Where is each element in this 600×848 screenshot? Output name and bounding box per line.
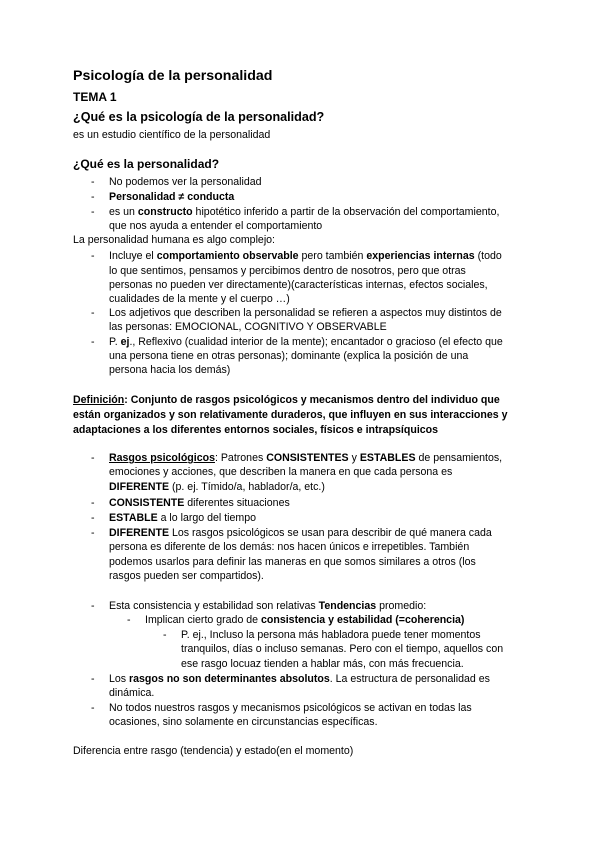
bullet-dash: - [91,673,95,685]
list-item-continuation: persona es diferente de los demás: nos hacen únicos e irrepetibles. También [109,541,470,553]
document-title: Psicología de la personalidad [73,68,273,84]
list-item-continuation: que nos ayuda a entender el comportamiento [109,220,323,232]
list-item-continuation: las personas: EMOCIONAL, COGNITIVO Y OBSERVABLE [109,321,387,333]
bullet-dash: - [91,250,95,262]
list-item: Los adjetivos que describen la personalidad se refieren a aspectos muy distintos de [109,307,502,319]
list-item-continuation: una persona tiene en otras personas); dominante (explica la posición de una [109,350,469,362]
list-item: Rasgos psicológicos: Patrones CONSISTENTES y ESTABLES de pensamientos, [109,452,503,464]
tema-heading: TEMA 1 [73,90,117,104]
question-1-heading: ¿Qué es la psicología de la personalidad? [73,110,325,124]
list-item-continuation: personas no pueden ver directamente)(características internas, efectos sociales, [109,279,488,291]
bullet-dash: - [91,702,95,714]
bullet-dash: - [91,176,95,188]
list-item: No todos nuestros rasgos y mecanismos psicológicos se activan en todas las [109,702,472,714]
list-item: Implican cierto grado de consistencia y estabilidad (=coherencia) [145,614,465,626]
bullet-dash: - [91,512,95,524]
bullet-dash: - [91,527,95,539]
bullet-dash: - [91,336,95,348]
list-item-continuation: ese rasgo locuaz tienden a hablar más, con más frecuencia. [181,658,464,670]
bullet-dash: - [127,614,131,626]
list-item: P. ej., Reflexivo (cualidad interior de la mente); encantador o gracioso (el efecto que [109,336,503,348]
list-item-continuation: tranquilos, días o incluso semanas. Pero con el tiempo, aquellos con [181,643,504,655]
footer-paragraph: Diferencia entre rasgo (tendencia) y estado(en el momento) [73,745,354,757]
list-item: Los rasgos no son determinantes absolutos. La estructura de personalidad es [109,673,490,685]
list-item-continuation: cualidades de la mente y el cuerpo …) [109,293,290,305]
list-item-continuation: ocasiones, sino solamente en circunstancias específicas. [109,716,378,728]
list-item-continuation: rasgos pueden ser compartidos). [109,570,264,582]
list-item: DIFERENTE Los rasgos psicológicos se usan para describir de qué manera cada [109,527,492,539]
bullet-dash: - [163,629,167,641]
bullet-dash: - [91,206,95,218]
definition-continuation: adaptaciones a los diferentes entornos sociales, físicos e intrapsíquicos [73,424,439,436]
list-item-continuation: dinámica. [109,687,155,699]
paragraph: La personalidad humana es algo complejo: [73,234,276,246]
list-item: Incluye el comportamiento observable pero también experiencias internas (todo [109,250,502,262]
definition-paragraph: Definición: Conjunto de rasgos psicológicos y mecanismos dentro del individuo que [73,394,500,406]
list-item-continuation: DIFERENTE (p. ej. Tímido/a, hablador/a, etc.) [109,481,325,493]
list-item: Esta consistencia y estabilidad son relativas Tendencias promedio: [109,600,427,612]
list-item-continuation: persona hacia los demás) [109,364,231,376]
list-item-continuation: emociones y acciones, que describen la manera en que cada persona es [109,466,453,478]
bullet-dash: - [91,452,95,464]
bullet-dash: - [91,497,95,509]
answer-1: es un estudio científico de la personalidad [73,129,271,141]
list-item: No podemos ver la personalidad [109,176,262,188]
definition-continuation: están organizados y son relativamente duraderos, que influyen en sus interacciones y [73,409,508,421]
list-item: ESTABLE a lo largo del tiempo [109,512,257,524]
list-item: es un constructo hipotético inferido a partir de la observación del comportamiento, [109,206,500,218]
bullet-dash: - [91,307,95,319]
list-item: Personalidad ≠ conducta [109,191,235,203]
bullet-dash: - [91,191,95,203]
bullet-dash: - [91,600,95,612]
list-item: CONSISTENTE diferentes situaciones [109,497,290,509]
question-2-heading: ¿Qué es la personalidad? [73,157,220,171]
list-item-continuation: lo que sentimos, pensamos y percibimos dentro de nosotros, pero que otras [109,265,466,277]
list-item-continuation: podemos usarlos para definir las maneras en que somos similares a otros (los [109,556,476,568]
list-item: P. ej., Incluso la persona más habladora puede tener momentos [181,629,481,641]
